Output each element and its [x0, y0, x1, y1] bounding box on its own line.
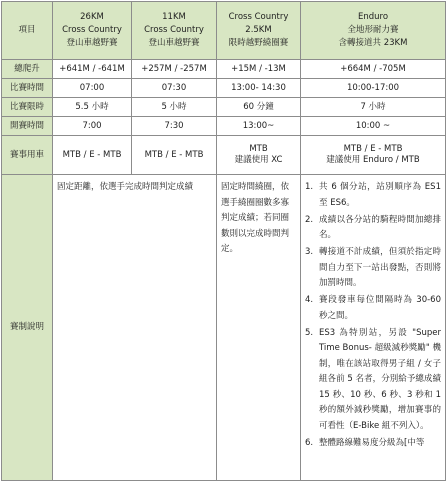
header-enduro — [301, 2, 446, 60]
header-row — [2, 2, 446, 60]
list-item-number: 2. — [305, 214, 314, 225]
table-cell: 13:00- 14:30 — [217, 79, 301, 98]
table-cell: +15M / -13M — [217, 60, 301, 79]
table-cell: 7:30 — [132, 117, 217, 136]
list-item — [305, 326, 441, 435]
table-cell — [217, 136, 301, 175]
rules-enduro-list — [301, 175, 446, 481]
rules-xc-text: 固定距離，依選手完成時間判定成績 — [53, 175, 217, 481]
list-item — [305, 436, 441, 452]
bike-type-text: MTB / E - MTB — [144, 149, 204, 160]
bike-recommendation-text: 建議使用 XC — [234, 155, 283, 165]
header-26km-distance: 26KM — [80, 12, 104, 22]
list-item-text: 轉接道不計成績，但須於指定時間自力至下一站出發點，否則將加罰時間。 — [319, 247, 441, 288]
table-cell: 60 分鐘 — [217, 98, 301, 117]
elevation-row — [2, 60, 446, 79]
bike-type-text: MTB / E - MTB — [343, 144, 403, 154]
list-item-number: 3. — [305, 247, 314, 257]
bike-type-text: MTB / E - MTB — [62, 149, 122, 160]
list-item-text: 共 6 個分站，站別順序為 ES1 至 ES6。 — [319, 182, 441, 208]
start-time-row — [2, 117, 446, 136]
list-item — [305, 293, 441, 324]
list-item-text: 賽段發車每位間隔時為 30-60 秒之間。 — [319, 295, 441, 321]
list-item-number: 6. — [305, 437, 314, 448]
list-item-text: ES3 為特別站，另設 "Super Time Bonus- 超級減秒獎勵" 機制，唯在該站取得男子組 / 女子組各前 5 名者，分別給予總成績 15 秒、10 秒、6 秒、3 秒和 1 秒的額外減秒獎勵，增加賽事的可看性（E-Bike 組不列入）。 — [319, 327, 441, 431]
table-cell: 10:00 ~ — [301, 117, 446, 136]
list-item — [305, 213, 441, 244]
header-26km-name: 登山車越野賽 — [66, 38, 118, 48]
header-enduro-type: Enduro — [357, 12, 389, 22]
table-cell: 13:00~ — [217, 117, 301, 136]
table-cell: 7 小時 — [301, 98, 446, 117]
row-label: 比賽時間 — [2, 79, 53, 98]
bike-type-row — [2, 136, 446, 175]
table-cell: +257M / -257M — [132, 60, 217, 79]
header-enduro-distance: 含轉接道共 23KM — [338, 38, 408, 48]
list-item-text: 整體路線難易度分級為[中等 — [319, 437, 425, 448]
bike-type-text: MTB — [249, 144, 268, 154]
rules-loop-text: 固定時間繞圈，依選手繞圈圈數多寡判定成績；若同圈數則以完成時間判定。 — [217, 175, 301, 481]
bike-recommendation-text: 建議使用 Enduro / MTB — [326, 155, 420, 165]
row-label: 總爬升 — [2, 60, 53, 79]
row-label: 開賽時間 — [2, 117, 53, 136]
row-label: 比賽限時 — [2, 98, 53, 117]
row-label: 賽事用車 — [2, 136, 53, 175]
table-cell — [53, 136, 132, 175]
table-cell: +664M / -705M — [301, 60, 446, 79]
row-label: 賽制說明 — [2, 175, 53, 481]
time-limit-row — [2, 98, 446, 117]
header-11km — [132, 2, 217, 60]
header-26km — [53, 2, 132, 60]
rules-row — [2, 175, 446, 481]
header-11km-distance: 11KM — [162, 12, 186, 22]
race-time-row — [2, 79, 446, 98]
header-xc-loop-name: 限時越野繞圈賽 — [228, 38, 289, 48]
list-item-number: 4. — [305, 295, 314, 305]
table-cell: 07:30 — [132, 79, 217, 98]
table-cell: 5.5 小時 — [53, 98, 132, 117]
header-enduro-name: 全地形耐力賽 — [347, 25, 399, 35]
header-11km-name: 登山車越野賽 — [148, 38, 200, 48]
list-item — [305, 245, 441, 292]
header-xc-loop-distance: 2.5KM — [245, 25, 272, 35]
table-cell: 7:00 — [53, 117, 132, 136]
header-11km-type: Cross Country — [144, 25, 204, 35]
header-label: 項目 — [2, 2, 53, 60]
list-item-number: 1. — [305, 182, 314, 192]
table-cell: +641M / -641M — [53, 60, 132, 79]
table-cell: 10:00-17:00 — [301, 79, 446, 98]
table-cell — [132, 136, 217, 175]
list-item — [305, 180, 441, 211]
table-cell — [301, 136, 446, 175]
header-xc-loop-type: Cross Country — [228, 12, 289, 22]
table-cell: 07:00 — [53, 79, 132, 98]
header-xc-loop — [217, 2, 301, 60]
list-item-number: 5. — [305, 327, 314, 338]
list-item-text: 成績以各分站的騎程時間加總排名。 — [319, 214, 441, 240]
header-26km-type: Cross Country — [62, 25, 122, 35]
race-info-table — [1, 1, 446, 481]
table-cell: 5 小時 — [132, 98, 217, 117]
enduro-rules-list — [305, 180, 441, 451]
